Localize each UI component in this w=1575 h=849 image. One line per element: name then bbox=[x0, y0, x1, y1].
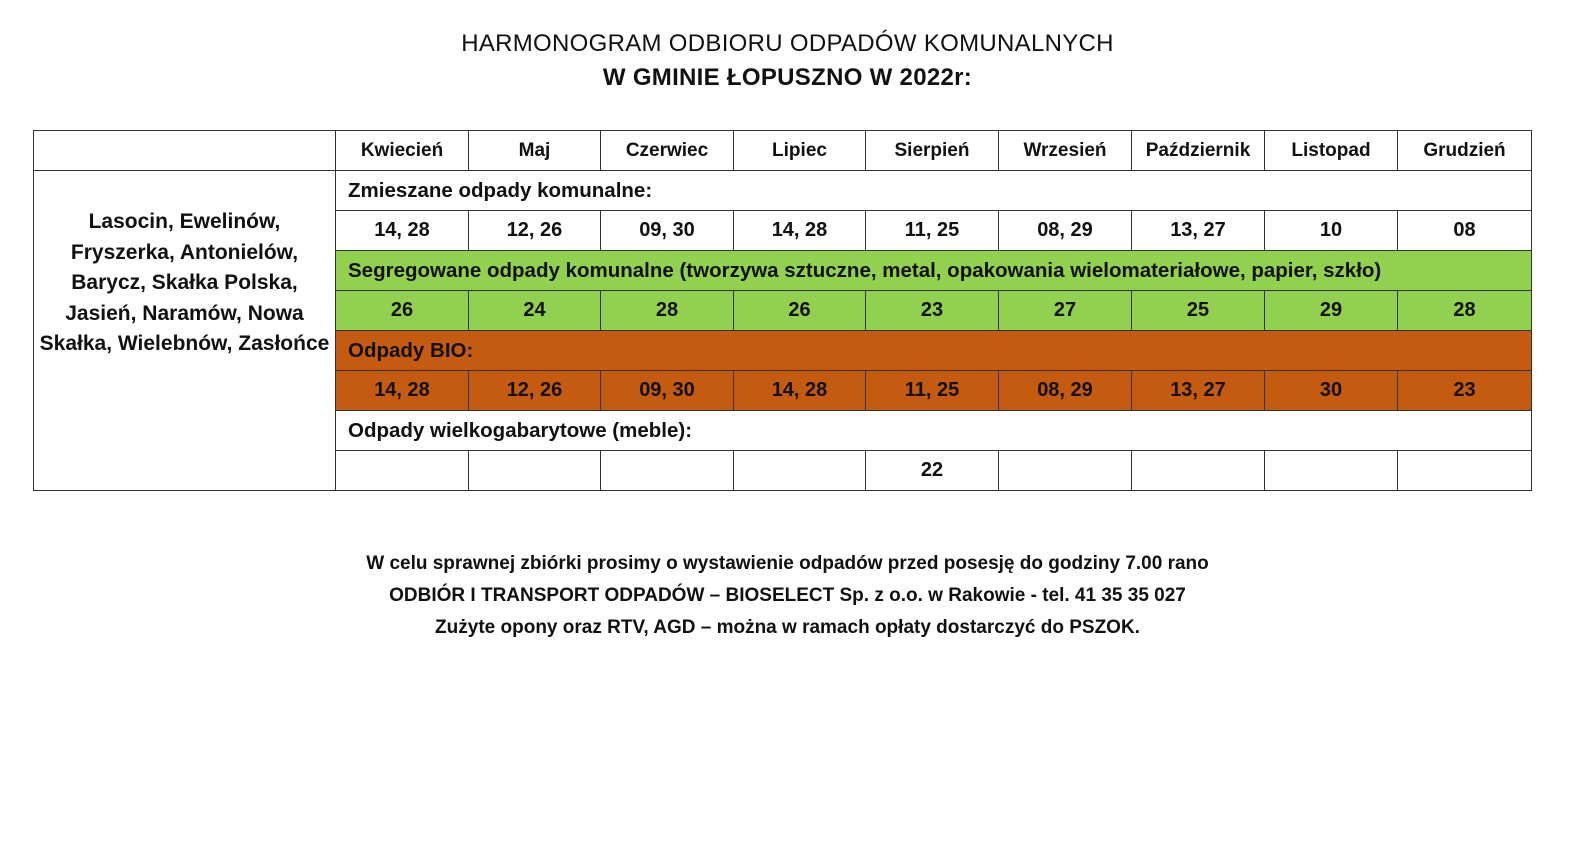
category-label-bio: Odpady BIO: bbox=[336, 331, 1532, 371]
date-cell: 14, 28 bbox=[336, 371, 469, 411]
date-cell: 09, 30 bbox=[601, 371, 734, 411]
schedule-subtitle: W GMINIE ŁOPUSZNO W 2022r: bbox=[602, 64, 973, 91]
date-cell: 25 bbox=[1132, 291, 1265, 331]
month-header: Grudzień bbox=[1398, 131, 1532, 171]
collection-schedule-table bbox=[33, 130, 1532, 491]
category-row-mixed bbox=[34, 171, 1532, 211]
date-cell bbox=[999, 451, 1132, 491]
date-cell: 26 bbox=[336, 291, 469, 331]
date-cell: 14, 28 bbox=[734, 371, 866, 411]
date-cell: 08, 29 bbox=[999, 211, 1132, 251]
month-header: Czerwiec bbox=[601, 131, 734, 171]
date-cell: 11, 25 bbox=[866, 371, 999, 411]
date-cell bbox=[601, 451, 734, 491]
month-header: Wrzesień bbox=[999, 131, 1132, 171]
month-header: Październik bbox=[1132, 131, 1265, 171]
date-cell bbox=[469, 451, 601, 491]
date-cell: 14, 28 bbox=[336, 211, 469, 251]
date-cell: 13, 27 bbox=[1132, 371, 1265, 411]
month-header: Listopad bbox=[1265, 131, 1398, 171]
month-header: Kwiecień bbox=[336, 131, 469, 171]
footer-note-contractor: ODBIÓR I TRANSPORT ODPADÓW – BIOSELECT Sp. z o.o. w Rakowie - tel. 41 35 35 027 bbox=[389, 585, 1186, 606]
date-cell bbox=[734, 451, 866, 491]
footer-note-pszok: Zużyte opony oraz RTV, AGD – można w ramach opłaty dostarczyć do PSZOK. bbox=[435, 617, 1140, 638]
header-empty-cell bbox=[34, 131, 336, 171]
date-cell: 27 bbox=[999, 291, 1132, 331]
date-cell bbox=[1265, 451, 1398, 491]
date-cell: 11, 25 bbox=[866, 211, 999, 251]
date-cell: 28 bbox=[1398, 291, 1532, 331]
date-cell bbox=[1398, 451, 1532, 491]
month-header: Maj bbox=[469, 131, 601, 171]
date-cell: 10 bbox=[1265, 211, 1398, 251]
date-cell: 23 bbox=[866, 291, 999, 331]
date-cell: 29 bbox=[1265, 291, 1398, 331]
category-label-segregated: Segregowane odpady komunalne (tworzywa sztuczne, metal, opakowania wielomateriałowe, papier, szkło) bbox=[336, 251, 1532, 291]
schedule-title: HARMONOGRAM ODBIORU ODPADÓW KOMUNALNYCH bbox=[461, 30, 1114, 57]
date-cell: 26 bbox=[734, 291, 866, 331]
date-cell: 13, 27 bbox=[1132, 211, 1265, 251]
date-cell: 08, 29 bbox=[999, 371, 1132, 411]
footer-note-collection-time: W celu sprawnej zbiórki prosimy o wystawienie odpadów przed posesję do godziny 7.00 rano bbox=[366, 553, 1209, 574]
date-cell: 14, 28 bbox=[734, 211, 866, 251]
month-header: Lipiec bbox=[734, 131, 866, 171]
date-cell: 08 bbox=[1398, 211, 1532, 251]
date-cell: 30 bbox=[1265, 371, 1398, 411]
date-cell: 24 bbox=[469, 291, 601, 331]
date-cell: 12, 26 bbox=[469, 371, 601, 411]
category-label-mixed: Zmieszane odpady komunalne: bbox=[336, 171, 1532, 211]
date-cell: 23 bbox=[1398, 371, 1532, 411]
villages-cell: Lasocin, Ewelinów, Fryszerka, Antonielów, Barycz, Skałka Polska, Jasień, Naramów, Nowa Skałka, Wielebnów, Zasłońce bbox=[34, 171, 336, 491]
month-header: Sierpień bbox=[866, 131, 999, 171]
date-cell: 09, 30 bbox=[601, 211, 734, 251]
date-cell: 12, 26 bbox=[469, 211, 601, 251]
category-label-bulky: Odpady wielkogabarytowe (meble): bbox=[336, 411, 1532, 451]
date-cell bbox=[336, 451, 469, 491]
date-cell: 22 bbox=[866, 451, 999, 491]
header-row bbox=[34, 131, 1532, 171]
date-cell: 28 bbox=[601, 291, 734, 331]
date-cell bbox=[1132, 451, 1265, 491]
